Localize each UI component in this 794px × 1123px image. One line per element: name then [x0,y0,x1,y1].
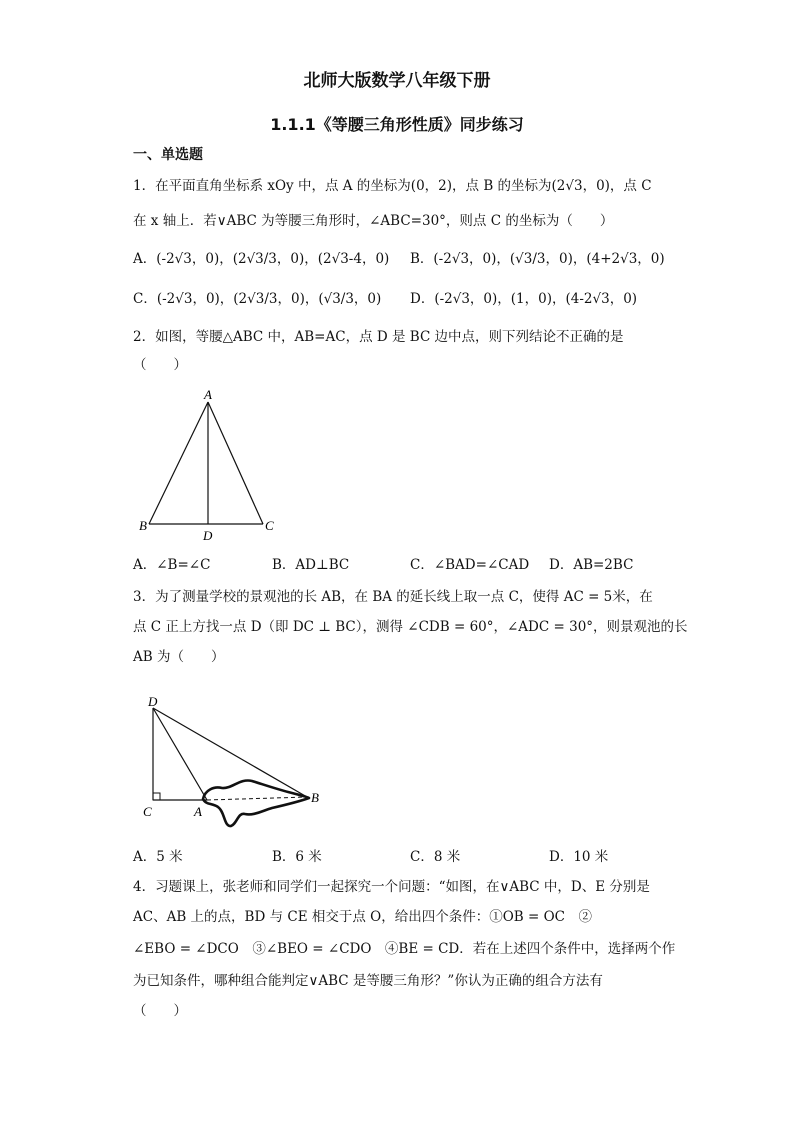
section-heading: 一、单选题 [133,147,203,163]
page-subtitle: 1.1.1《等腰三角形性质》同步练习 [270,115,524,134]
question-3-text: 3．为了测量学校的景观池的长 AB，在 BA 的延长线上取一点 C，使得 AC = 5米，在 [133,589,653,605]
question-3-text-cont: 点 C 正上方找一点 D（即 DC ⊥ BC），测得 ∠CDB = 60°，∠ADC = 30°，则景观池的长 [133,619,688,635]
question-1-text: 1．在平面直角坐标系 xOy 中，点 A 的坐标为(0，2)，点 B 的坐标为(2√3，0)，点 C [133,178,652,194]
question-3-option-b[interactable]: B．6 米 [272,849,322,865]
question-4-text-cont4: （ ） [133,1003,187,1019]
question-1-text-cont: 在 x 轴上．若∨ABC 为等腰三角形时，∠ABC=30°，则点 C 的坐标为（ ） [133,213,614,229]
question-1-option-a[interactable]: A．(-2√3，0)，(2√3/3，0)，(2√3-4，0) [133,251,390,267]
segment-da [153,708,207,800]
point-label-b: B [311,790,319,805]
question-2-option-a[interactable]: A．∠B=∠C [133,557,211,573]
pond-outline [203,780,309,826]
segment-db [153,708,307,797]
point-label-a: A [204,387,212,402]
page-title: 北师大版数学八年级下册 [303,71,491,91]
question-4-text-cont: AC、AB 上的点，BD 与 CE 相交于点 O，给出四个条件：①OB = OC ② [133,909,592,925]
point-label-c: C [143,804,152,819]
question-3-option-a[interactable]: A．5 米 [133,849,183,865]
point-label-d: D [203,528,213,543]
point-label-c: C [265,518,274,533]
question-1-option-d[interactable]: D．(-2√3，0)，(1，0)，(4-2√3，0) [410,291,638,307]
question-2-option-d[interactable]: D．AB=2BC [549,557,634,573]
question-3-option-c[interactable]: C．8 米 [410,849,461,865]
question-2-text: 2．如图，等腰△ABC 中，AB=AC，点 D 是 BC 边中点，则下列结论不正确的是 [133,329,624,345]
question-3-option-d[interactable]: D．10 米 [549,849,609,865]
segment-ab-dashed [207,797,307,800]
point-label-a: A [194,804,202,819]
question-4-text: 4．习题课上，张老师和同学们一起探究一个问题：“如图，在∨ABC 中，D、E 分别是 [133,879,650,895]
question-1-option-c[interactable]: C．(-2√3，0)，(2√3/3，0)，(√3/3，0) [133,291,382,307]
question-2-option-c[interactable]: C．∠BAD=∠CAD [410,557,530,573]
question-4-text-cont2: ∠EBO = ∠DCO ③∠BEO = ∠CDO ④BE = CD．若在上述四个条件中，选择两个作 [133,941,676,957]
question-2-text-cont: （ ） [133,357,187,373]
point-label-b: B [139,518,147,533]
right-angle-mark [153,793,160,800]
question-1-option-b[interactable]: B．(-2√3，0)，(√3/3，0)，(4+2√3，0) [410,251,665,267]
question-2-option-b[interactable]: B．AD⊥BC [272,557,350,573]
question-3-text-cont2: AB 为（ ） [133,649,225,665]
question-4-text-cont3: 为已知条件，哪种组合能判定∨ABC 是等腰三角形？”你认为正确的组合方法有 [133,973,603,989]
point-label-d: D [148,694,158,709]
